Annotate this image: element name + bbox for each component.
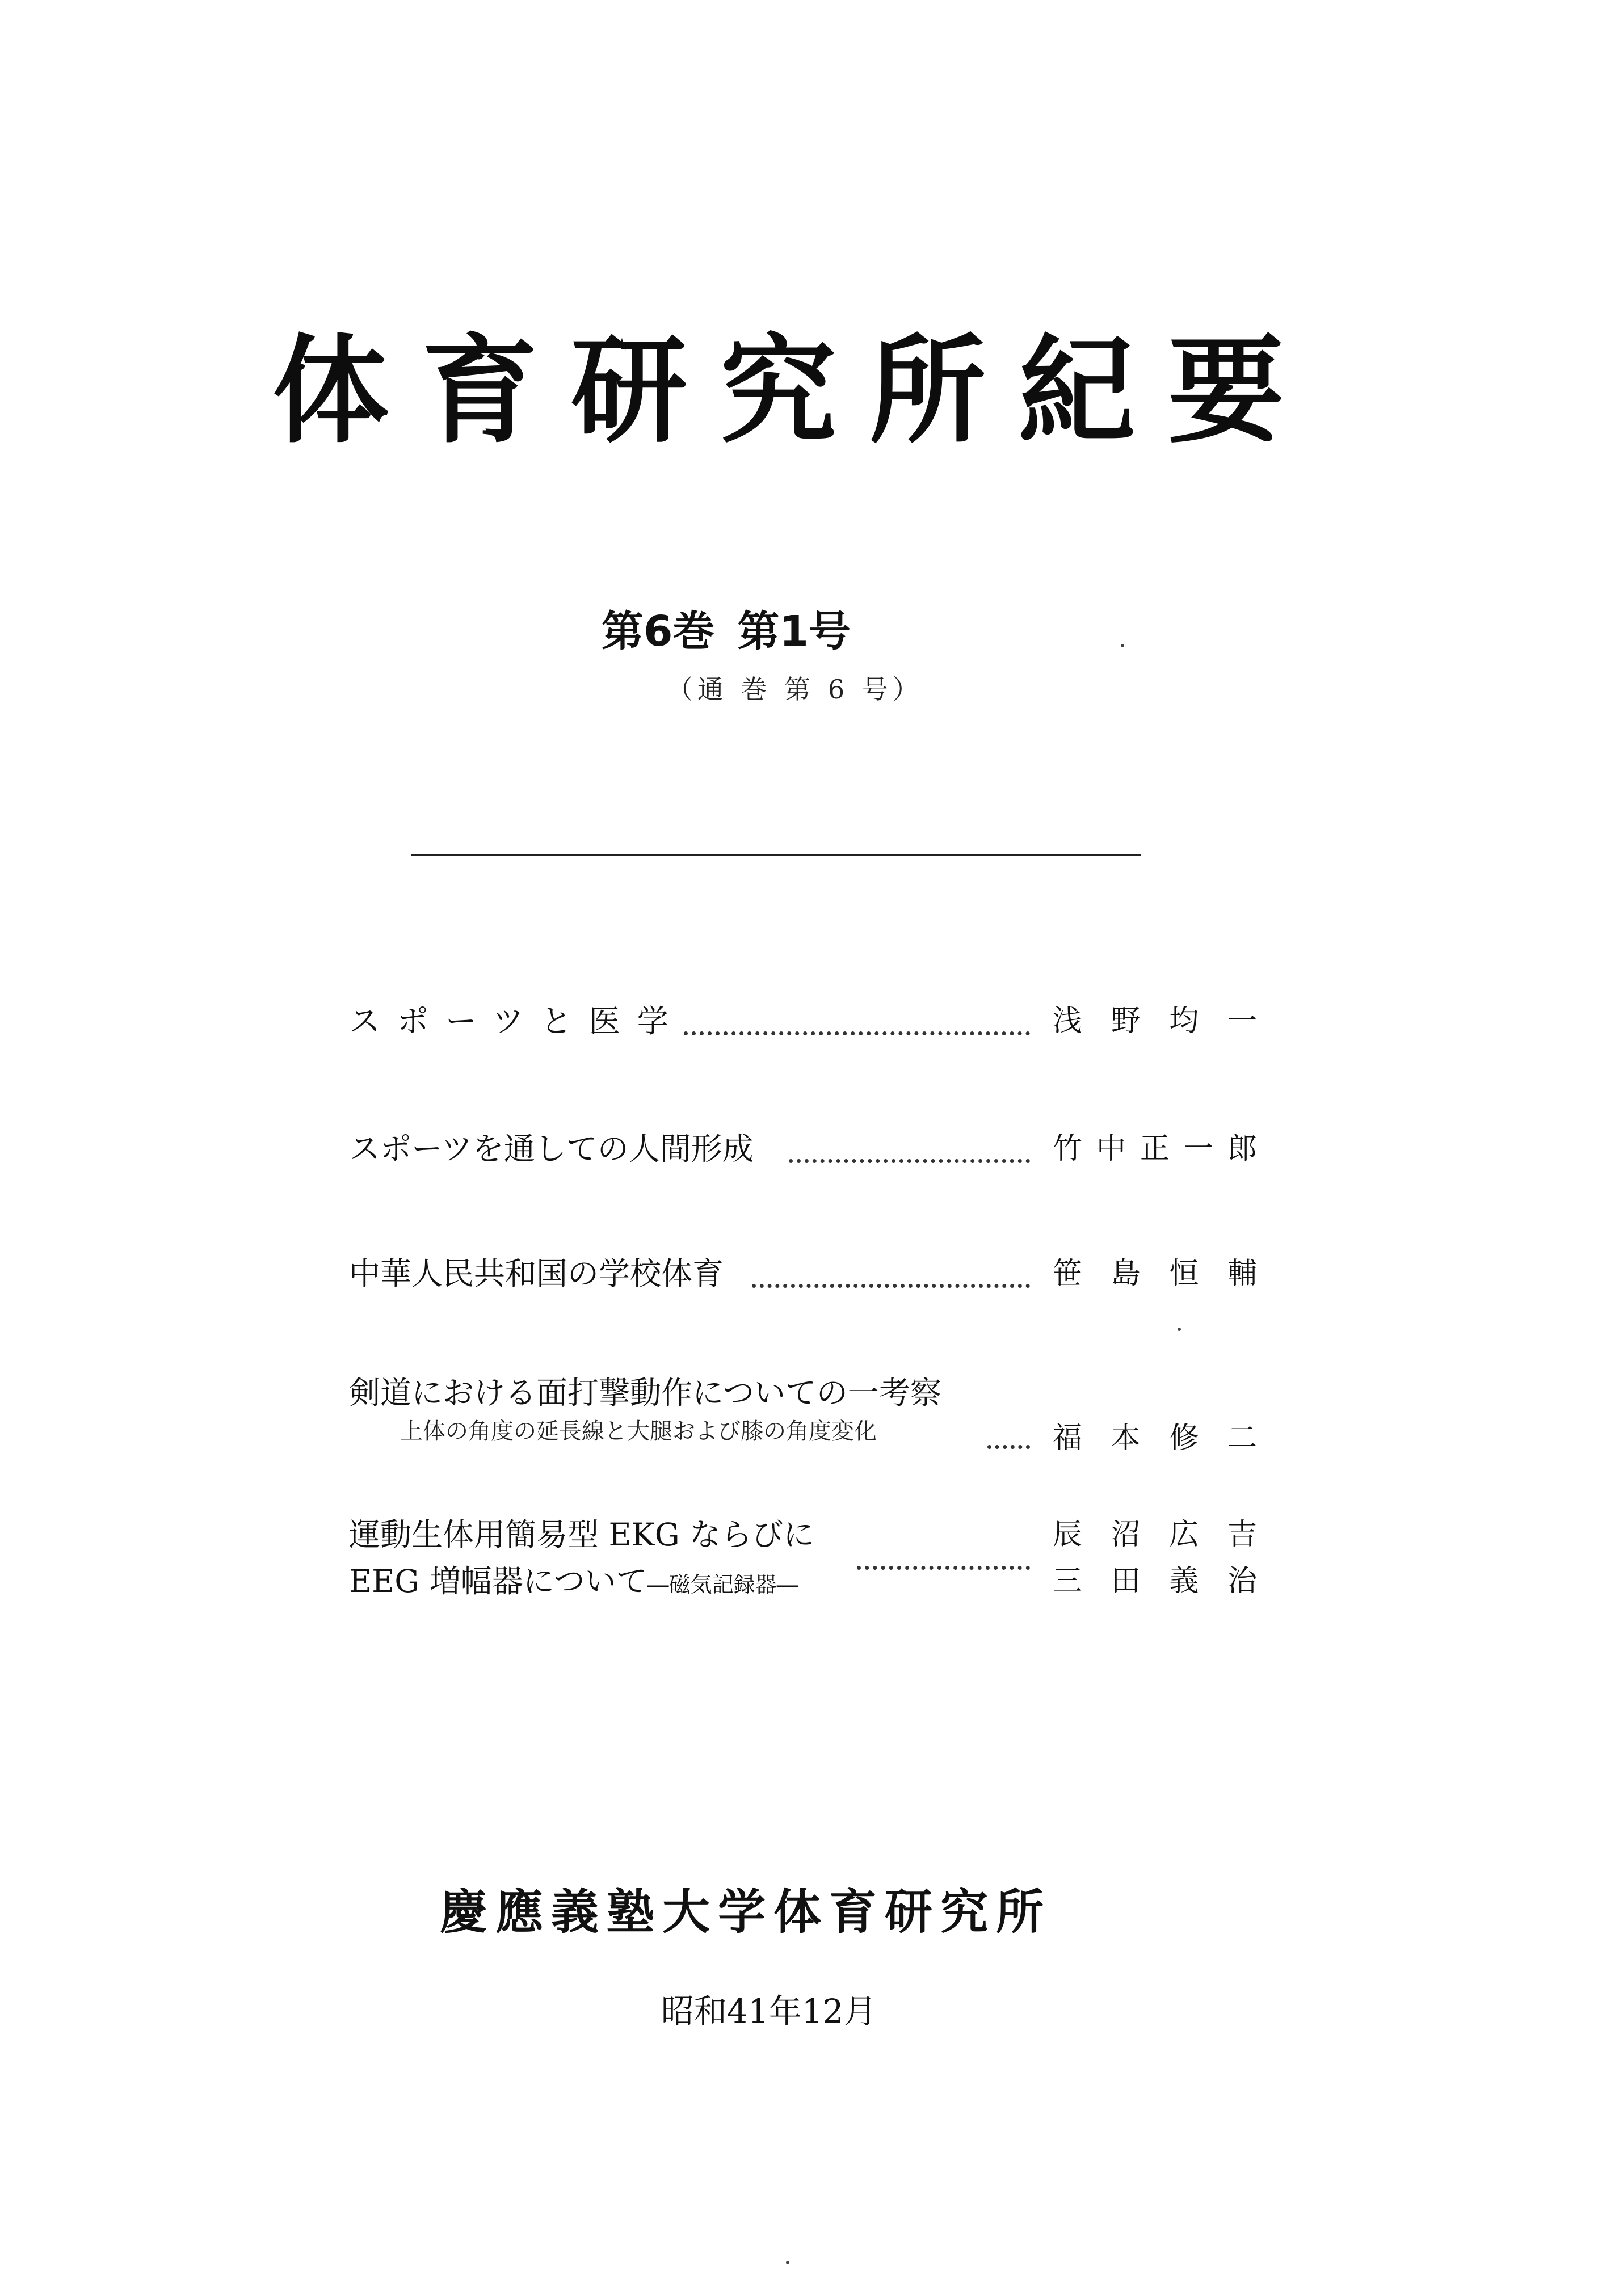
dot-leader (684, 1020, 1030, 1035)
toc-entry-title: スポーツと医学 (349, 1003, 686, 1039)
scan-speck (1178, 1328, 1181, 1331)
dot-leader (789, 1148, 1030, 1163)
toc-entry-title-line2: EEG 増幅器について―磁気記録器― (349, 1563, 798, 1599)
toc-entry-title: スポーツを通しての人間形成 (349, 1131, 754, 1167)
dot-leader (857, 1554, 1030, 1570)
issue-number: 第1号 (737, 607, 851, 656)
table-of-contents (349, 999, 1257, 1623)
toc-entry-title-line1: 運動生体用簡易型 EKG ならびに (349, 1516, 815, 1553)
volume-issue (602, 600, 999, 663)
dot-leader (752, 1273, 1030, 1288)
divider-rule (411, 854, 1141, 856)
publisher-institution: 慶應義塾大学体育研究所 (440, 1884, 1052, 1940)
toc-entry-author: 笹 島 恒 輔 (1053, 1257, 1257, 1291)
toc-entry-author: 三 田 義 治 (1053, 1564, 1257, 1598)
toc-entry-author: 辰 沼 広 吉 (1053, 1518, 1257, 1552)
scan-speck (786, 2261, 789, 2264)
toc-entry (349, 1251, 1257, 1302)
toc-entry-author: 福 本 修 二 (1053, 1421, 1257, 1455)
journal-title: 体育研究所紀要 (272, 324, 1317, 459)
toc-entry-title: 剣道における面打撃動作についての一考察 (349, 1375, 941, 1411)
publication-date: 昭和41年12月 (661, 1992, 877, 2030)
toc-entry-author: 竹 中 正 一 郎 (1053, 1132, 1257, 1166)
volume-number: 第6巻 (602, 607, 715, 656)
toc-entry (349, 1512, 1257, 1614)
toc-entry-title: 中華人民共和国の学校体育 (349, 1256, 724, 1292)
serial-number: （通 巻 第 6 号） (667, 674, 923, 705)
toc-entry (349, 1370, 1257, 1467)
toc-entry (349, 999, 1257, 1050)
toc-entry (349, 1126, 1257, 1177)
toc-entry-author: 浅 野 均 一 (1053, 1004, 1257, 1038)
dot-leader (987, 1434, 1030, 1449)
scan-speck (1121, 644, 1124, 647)
toc-entry-subtitle: 上体の角度の延長線と大腿および膝の角度変化 (400, 1418, 877, 1444)
toc-entry-title-suffix: ―磁気記録器― (647, 1572, 798, 1597)
